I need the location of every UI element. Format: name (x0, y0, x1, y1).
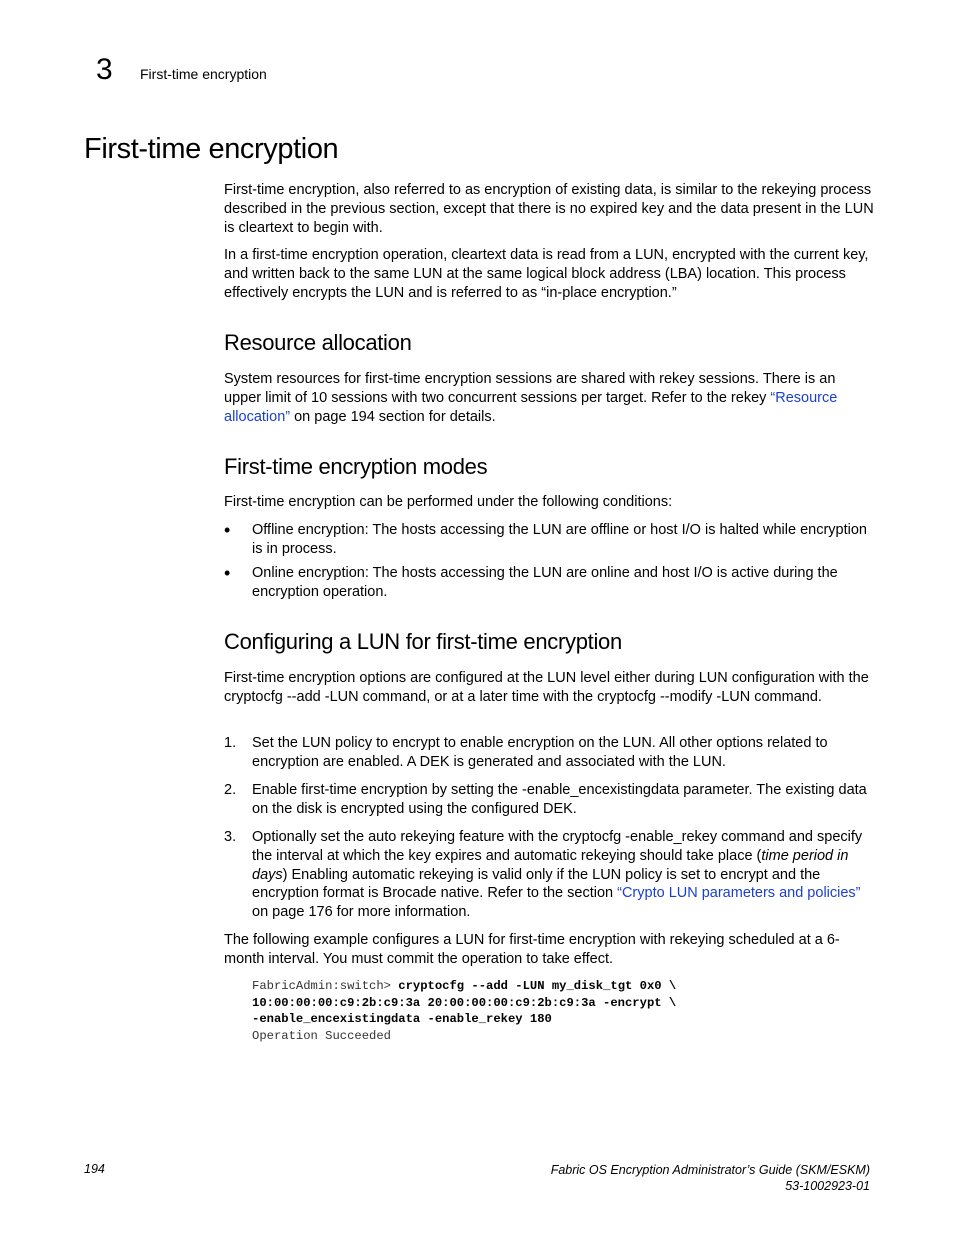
text: on page 194 section for details. (290, 408, 496, 425)
bullet-item-online (224, 564, 874, 604)
bullet-item-offline (224, 521, 874, 561)
text: Refer to the section (483, 885, 618, 902)
command-modify-lun: cryptocfg --modify -LUN (597, 688, 751, 705)
step-1 (224, 734, 874, 774)
bullet-description: The hosts accessing the LUN are online and host I/O is active during the encryption operation. (252, 565, 838, 600)
command-add-lun: cryptocfg --add -LUN (224, 688, 359, 705)
bullet-term: Offline encryption: (252, 522, 369, 538)
text: ) Enabling automatic rekeying is valid only if the LUN policy is set to (282, 866, 721, 883)
footer-doc-info (551, 1162, 870, 1194)
text: Optionally set the auto rekeying feature with the (252, 829, 563, 845)
command-enable-rekey: cryptocfg -enable_rekey (562, 829, 718, 845)
text: First-time encryption options are configured at the LUN level either during LUN configuration with the (224, 670, 869, 686)
text: on page 176 for more information. (252, 904, 471, 921)
example-intro: The following example configures a LUN for first-time encryption with rekeying scheduled at a 6-month interval. You must commit the operation to take effect. (224, 932, 840, 967)
step-number: 1. (224, 735, 237, 751)
step-3 (224, 828, 874, 924)
text: Enable first-time encryption by setting the (252, 782, 522, 798)
intro-paragraph-2: In a first-time encryption operation, cleartext data is read from a LUN, encrypted with the current key, and written back to the same LUN at the same logical block address (LBA) location. This process effectively encrypts the LUN and is referred to as “in-place encryption.” (224, 247, 869, 301)
code-line-1: cryptocfg --add -LUN my_disk_tgt 0x0 \ (398, 979, 677, 993)
text: Set the LUN policy to (252, 735, 393, 751)
step-text (252, 734, 872, 772)
text: to enable encryption on the LUN. All other options related to encryption are enabled. A DEK is generated and associated with the LUN. (252, 735, 828, 770)
step-2 (224, 781, 874, 821)
page-number: 194 (84, 1162, 105, 1176)
resource-allocation-link[interactable]: “Resource allocation” (224, 389, 838, 425)
text: and the encryption format is Brocade (252, 866, 821, 902)
step-number: 2. (224, 782, 237, 798)
code-line-3: -enable_encexistingdata -enable_rekey 180 (252, 1012, 552, 1027)
step-text (252, 781, 872, 819)
text: command, or at a later time with the (358, 688, 598, 705)
modes-intro: First-time encryption can be performed under the following conditions: (224, 494, 673, 510)
code-example (252, 978, 892, 1044)
crypto-lun-parameters-link[interactable]: “Crypto LUN parameters and policies” (617, 885, 861, 902)
resource-allocation-paragraph (224, 370, 874, 426)
command-native: native. (440, 885, 484, 902)
bullet-icon: • (224, 520, 231, 540)
text: System resources for first-time encryption sessions are shared with rekey sessions. There is an upper limit of 10 sessions with two concurrent sessions per target. Refer to the rekey (224, 371, 836, 406)
section-heading-resource-allocation: Resource allocation (224, 330, 412, 355)
step-number: 3. (224, 829, 237, 845)
configuring-paragraph (224, 669, 874, 707)
bullet-text (252, 564, 872, 602)
bullet-text (252, 521, 872, 559)
text: parameter. The existing data on the disk is encrypted using the configured DEK. (252, 782, 867, 817)
code-prompt: FabricAdmin:switch> (252, 979, 399, 993)
bullet-icon: • (224, 563, 231, 583)
text: command and specify the interval at which the key expires and automatic rekeying should take place ( (252, 829, 863, 864)
command-encrypt: encrypt (392, 735, 440, 751)
doc-title: Fabric OS Encryption Administrator’s Guide (SKM/ESKM) (550, 1163, 870, 1177)
page-title: First-time encryption (84, 133, 339, 165)
step-text (252, 828, 872, 922)
section-heading-configuring-lun: Configuring a LUN for first-time encryption (224, 629, 622, 654)
doc-number: 53-1002923-01 (785, 1179, 870, 1193)
command-encrypt: encrypt (720, 866, 768, 883)
section-heading-encryption-modes: First-time encryption modes (224, 454, 488, 479)
bullet-term: Online encryption: (252, 565, 369, 581)
italic-term: time period in days (252, 847, 849, 883)
code-line-2: 10:00:00:00:c9:2b:c9:3a 20:00:00:00:c9:2b:c9:3a -encrypt \ (252, 995, 677, 1010)
bullet-description: The hosts accessing the LUN are offline or host I/O is halted while encryption is in process. (252, 522, 867, 557)
code-output: Operation Succeeded (252, 1028, 391, 1043)
intro-paragraph-1: First-time encryption, also referred to as encryption of existing data, is similar to the rekeying process described in the previous section, except that there is no expired key and the data present in the LUN is cleartext to begin with. (224, 182, 874, 236)
text: command. (750, 688, 822, 705)
chapter-number: 3 (96, 53, 113, 86)
command-enable-encexistingdata: -enable_encexistingdata (522, 782, 680, 798)
chapter-title: First-time encryption (140, 66, 267, 82)
